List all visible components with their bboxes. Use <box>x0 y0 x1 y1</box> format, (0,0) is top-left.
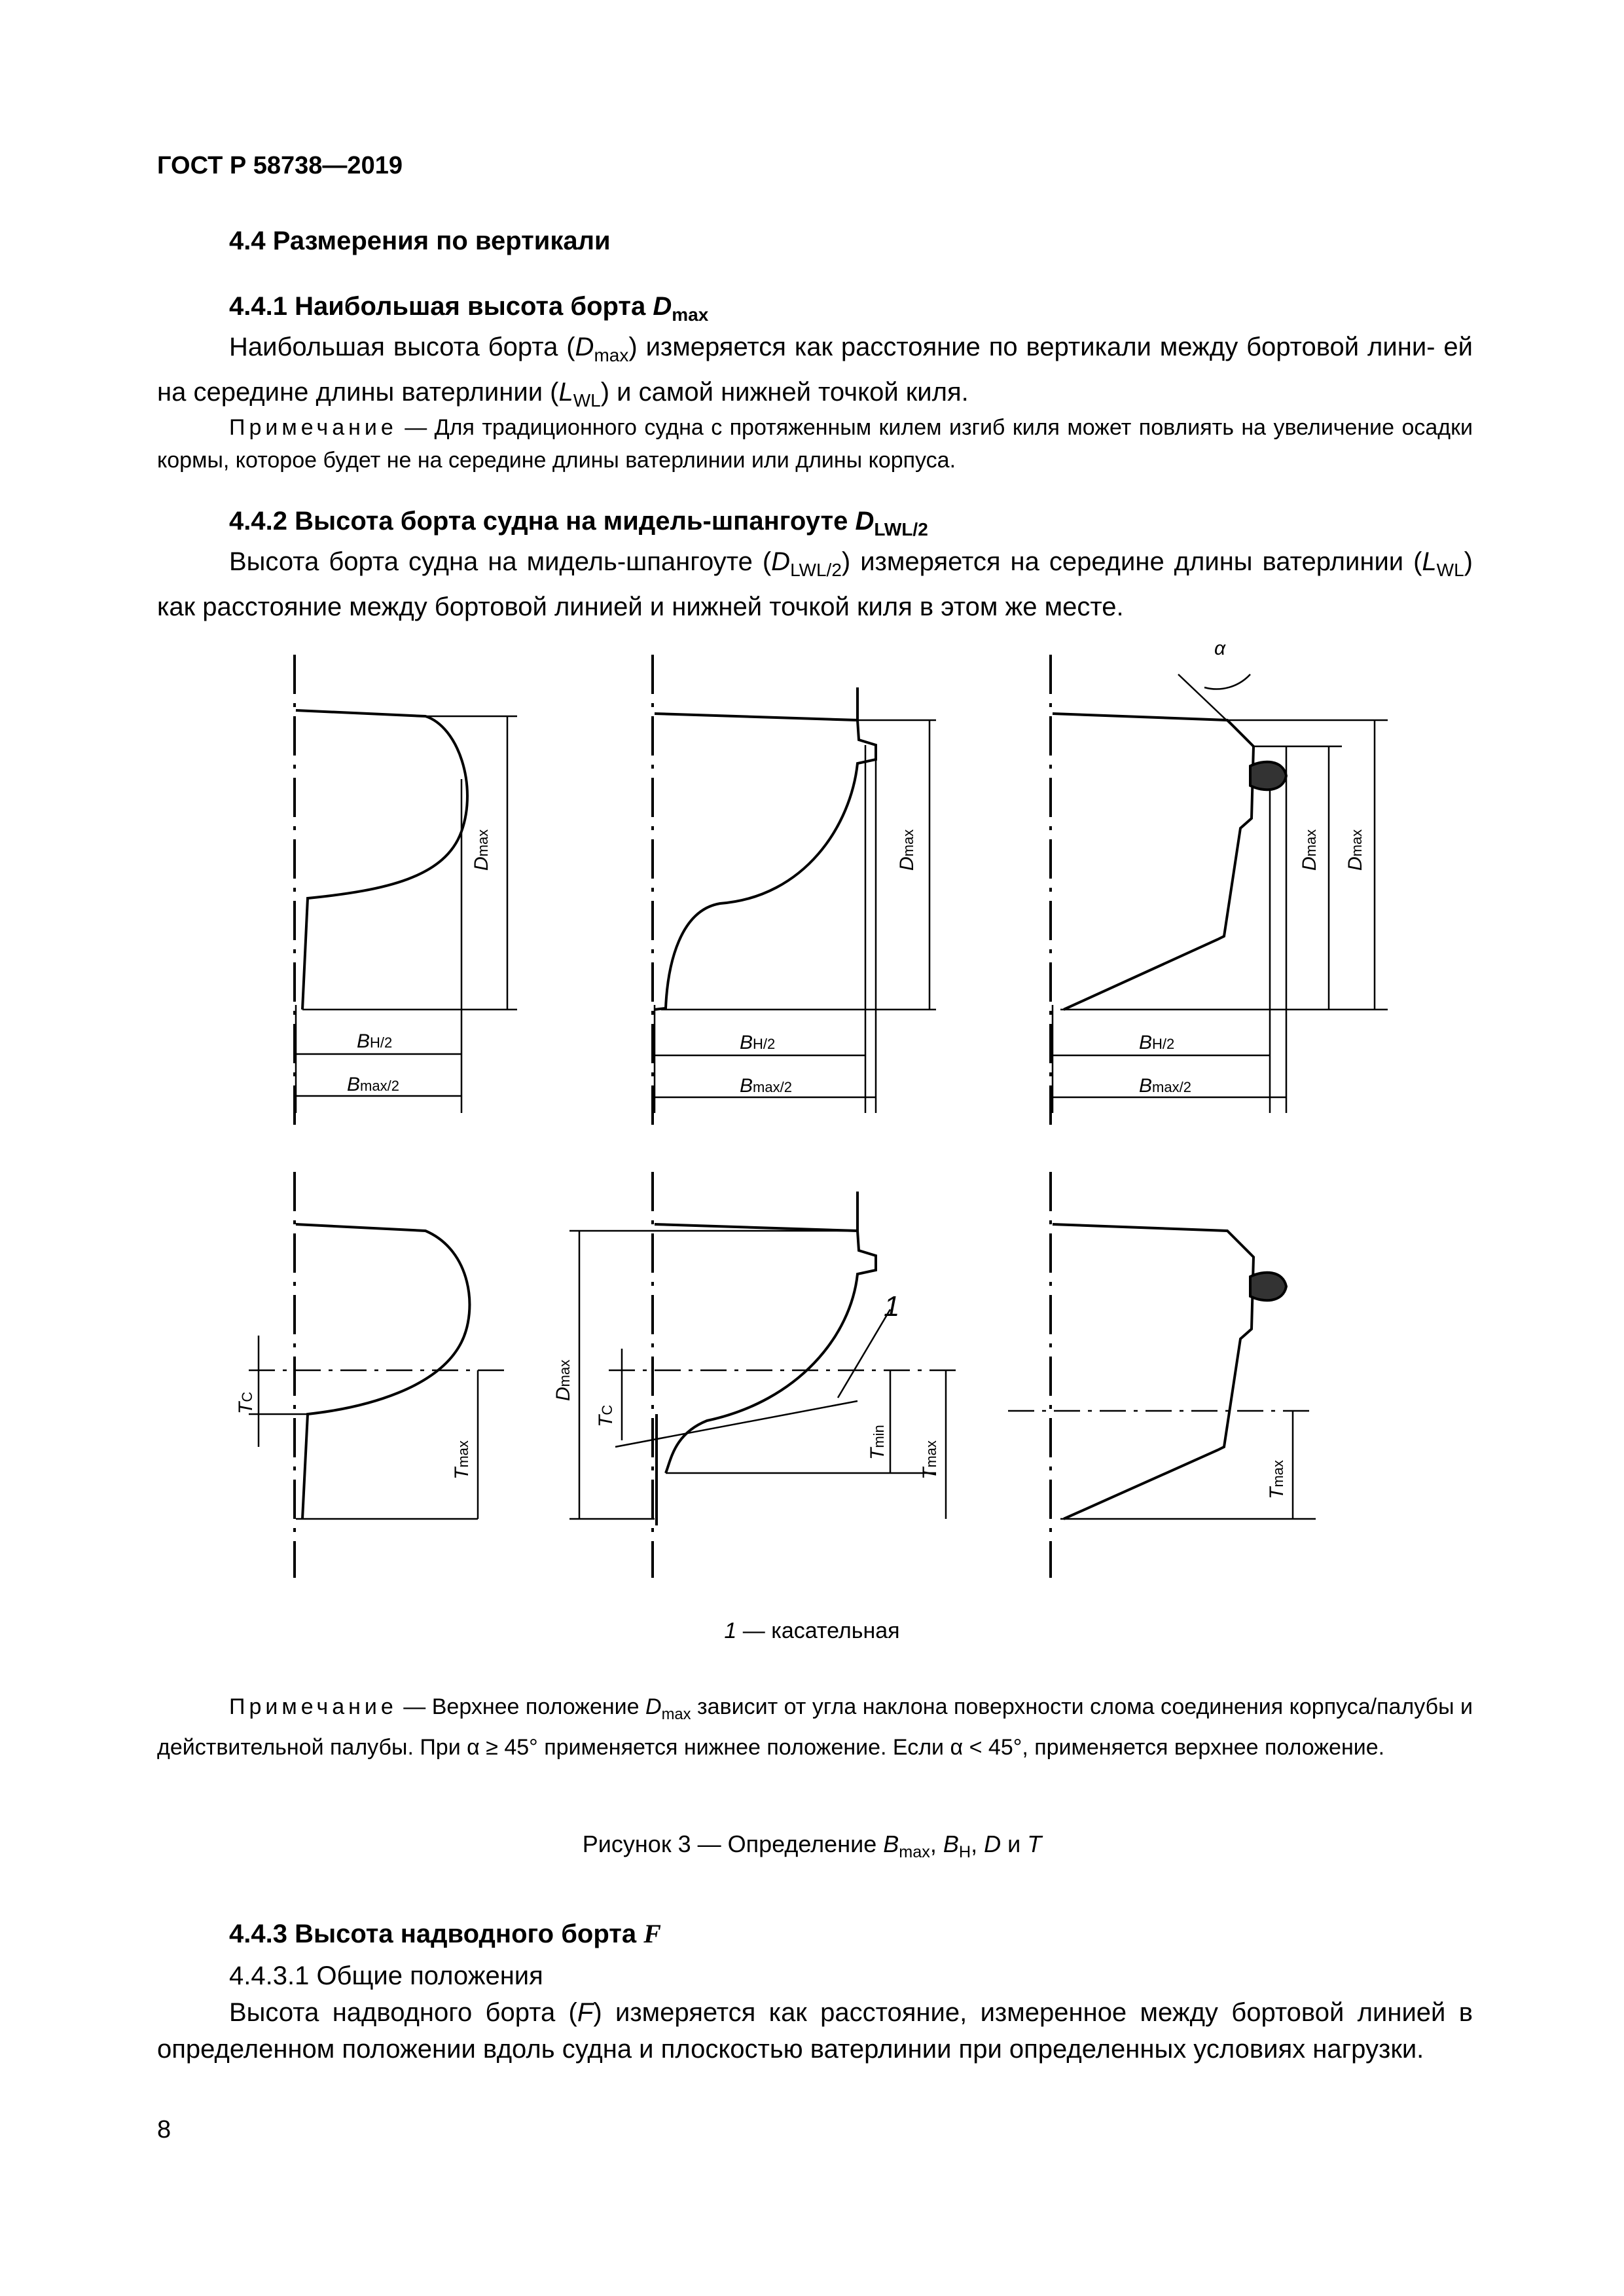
label-tmin: Tmin <box>867 1425 888 1460</box>
label-tmax-3: Tmax <box>1266 1460 1288 1499</box>
figure-legend: 1 — касательная <box>724 1618 900 1643</box>
label-bh2-3: BH/2 <box>1139 1032 1175 1053</box>
section-4-4-3-body: Высота надводного борта (F) измеряется как расстояние, измеренное между бортовой линией в определенном положении вдоль судна и плоскостью ватерлинии при определенных условиях нагрузки. <box>157 1998 1473 2064</box>
section-4-4-2-body: Высота борта судна на мидель-шпангоуте $(D_{LWL/2})$ измеряется на середине длины ватерлинии $(L_{WL})$ как расстояние между бортовой линией и нижней точкой киля в этом же месте. <box>157 547 1473 621</box>
label-tc-1: TC <box>235 1391 257 1414</box>
section-4-4-1-body: Наибольшая высота борта $(D_{max})$ измеряется как расстояние по вертикали между бортовой лини- ей на середине длины ватерлинии $(L_{WL})$ и самой нижней точкой киля. <box>157 333 1473 410</box>
label-tc-2: TC <box>595 1404 617 1427</box>
callout-1: 1 <box>884 1290 900 1322</box>
label-bmax2-1: Bmax/2 <box>347 1074 399 1095</box>
page-number: 8 <box>157 2116 171 2143</box>
panel-top-2 <box>653 655 936 1133</box>
document-id: ГОСТ Р 58738—2019 <box>157 152 403 179</box>
panel-top-3 <box>1051 655 1388 1133</box>
section-4-4-3-1-title: 4.4.3.1 Общие положения <box>229 1961 543 1990</box>
label-dmax-1: Dmax <box>471 829 492 871</box>
section-4-4-title: 4.4 Размерения по вертикали <box>229 227 611 255</box>
label-bmax2-3: Bmax/2 <box>1139 1075 1191 1097</box>
label-bh2-2: BH/2 <box>740 1032 776 1053</box>
section-4-4-1-title: 4.4.1 Наибольшая высота борта $D_{max}$ <box>229 292 709 325</box>
label-dmax-2: Dmax <box>896 829 918 871</box>
label-dmax-3a: Dmax <box>1299 829 1320 871</box>
panel-bottom-3 <box>1008 1172 1316 1578</box>
section-4-4-1-note: Примечание — Для традиционного судна с протяженным килем изгиб киля может повлиять на увеличение осадки кормы, которое будет не на середине длины ватерлинии или длины корпуса. <box>157 415 1473 473</box>
panel-bottom-1 <box>249 1172 511 1578</box>
figure-note: Примечание — Верхнее положение $D_{max}$ зависит от угла наклона поверхности слома соединения корпуса/палубы и действительной палубы. При α ≥ 45° применяется нижнее положение. Если α < 45°, применяется верхнее положение. <box>157 1694 1473 1760</box>
section-4-4-2-title: 4.4.2 Высота борта судна на мидель-шпангоуте $D_{LWL/2}$ <box>229 507 928 539</box>
label-dmax-3b: Dmax <box>1344 829 1366 871</box>
label-alpha: α <box>1214 638 1226 659</box>
panel-top-1 <box>295 655 517 1133</box>
label-tmax-1: Tmax <box>451 1440 473 1480</box>
label-dmax-4: Dmax <box>552 1359 574 1401</box>
figure-caption: Рисунок 3 — Определение $B_{max}$, $B_H$, D и T <box>582 1831 1042 1862</box>
section-4-4-3-title: 4.4.3 Высота надводного борта F <box>229 1919 661 1948</box>
panel-bottom-2 <box>569 1172 962 1578</box>
label-tmax-2: Tmax <box>919 1440 941 1480</box>
label-bmax2-2: Bmax/2 <box>740 1075 792 1097</box>
label-bh2-1: BH/2 <box>357 1030 393 1052</box>
